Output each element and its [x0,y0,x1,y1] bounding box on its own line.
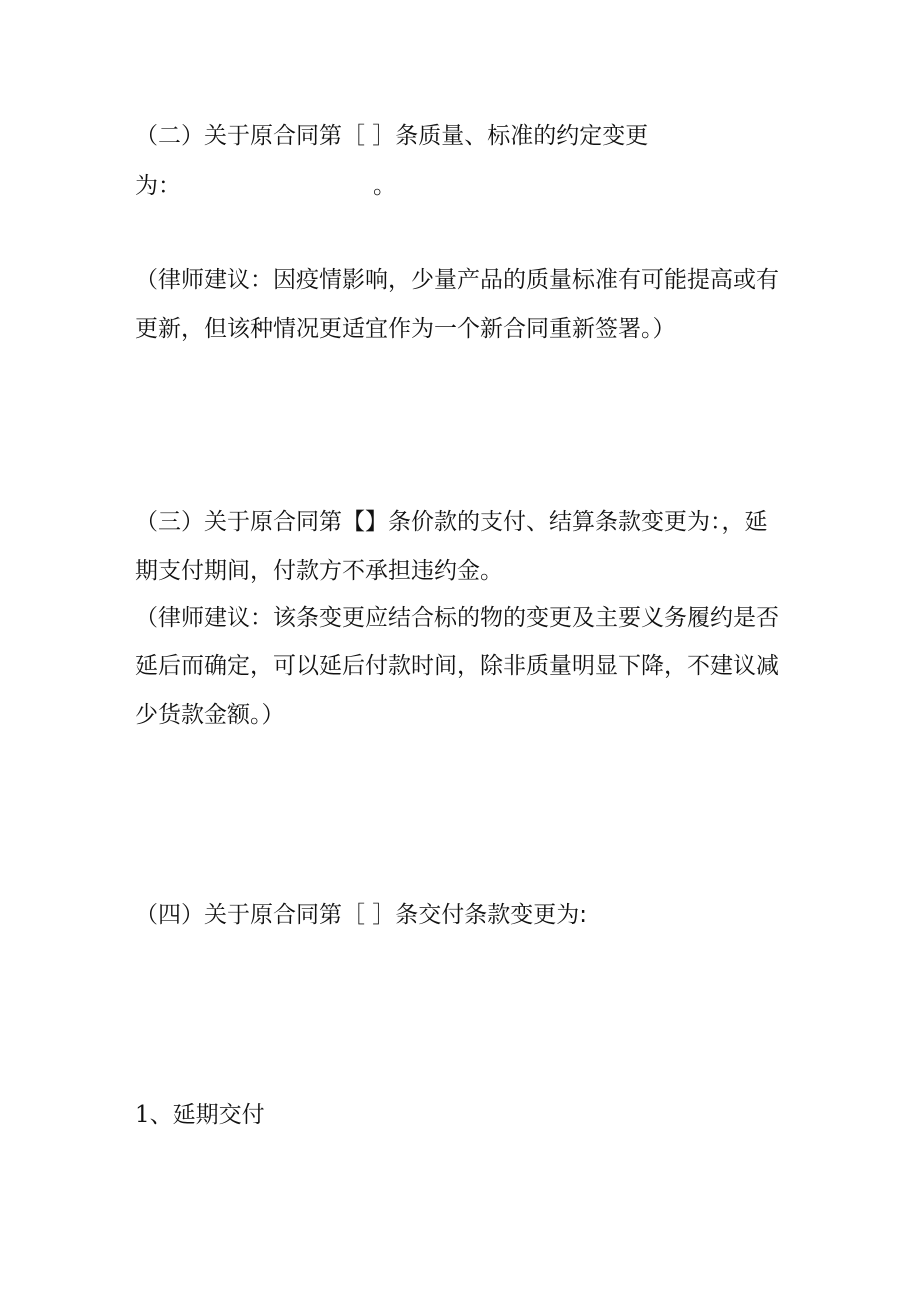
section-3-line-1: （三）关于原合同第【】条价款的支付、结算条款变更为：，延 [135,509,768,535]
section-2-heading-line-2 [135,168,396,204]
advice-2-line-1: （律师建议：该条变更应结合标的物的变更及主要义务履约是否 [135,605,779,631]
item-1-label: 1、延期交付 [135,1102,265,1128]
advice-2-line-3: 少货款金额。） [135,702,285,728]
section-2-suffix: 。 [373,173,396,199]
advice-1-line-1: （律师建议：因疫情影响，少量产品的质量标准有可能提高或有 [135,267,779,293]
section-2-heading-line-1: （二）关于原合同第［ ］条质量、标准的约定变更 [135,123,649,149]
section-4-heading: （四）关于原合同第［ ］条交付条款变更为: [135,902,588,928]
advice-1-line-2: 更新，但该种情况更适宜作为一个新合同重新签署。） [135,316,676,342]
section-2-prefix: 为： [135,173,181,199]
section-3-line-2: 期支付期间，付款方不承担违约金。 [135,558,503,584]
advice-2-line-2: 延后而确定，可以延后付款时间，除非质量明显下降，不建议减 [135,653,779,679]
